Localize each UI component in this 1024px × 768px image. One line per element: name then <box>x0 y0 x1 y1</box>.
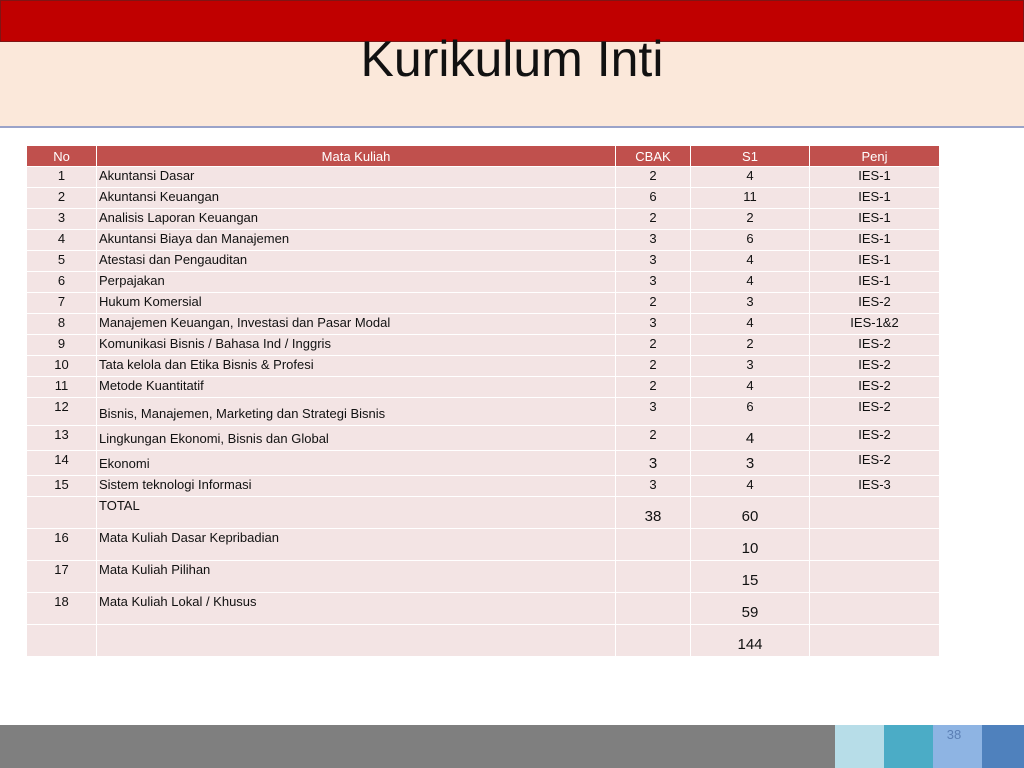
table-total-row <box>27 497 940 529</box>
row-s1: 144 <box>691 625 810 657</box>
row-cbak <box>616 561 691 593</box>
header-penj: Penj <box>810 146 940 167</box>
table-row <box>27 593 940 625</box>
row-cbak: 2 <box>616 377 691 398</box>
table-row <box>27 377 940 398</box>
row-s1: 15 <box>691 561 810 593</box>
page-number: 38 <box>946 727 962 742</box>
row-s1: 4 <box>691 314 810 335</box>
row-no: 6 <box>27 272 97 293</box>
header-s1: S1 <box>691 146 810 167</box>
row-cbak: 2 <box>616 293 691 314</box>
row-no: 14 <box>27 451 97 476</box>
row-s1: 4 <box>691 476 810 497</box>
row-penj: IES-1 <box>810 251 940 272</box>
row-no: 13 <box>27 426 97 451</box>
row-s1: 59 <box>691 593 810 625</box>
table-row <box>27 167 940 188</box>
row-s1: 6 <box>691 230 810 251</box>
row-penj <box>810 561 940 593</box>
row-course: Manajemen Keuangan, Investasi dan Pasar Modal <box>97 314 616 335</box>
row-penj: IES-2 <box>810 398 940 426</box>
row-no: 18 <box>27 593 97 625</box>
row-cbak: 2 <box>616 167 691 188</box>
row-course: Bisnis, Manajemen, Marketing dan Strategi Bisnis <box>97 398 616 426</box>
row-s1: 4 <box>691 251 810 272</box>
row-no <box>27 625 97 657</box>
row-cbak: 2 <box>616 426 691 451</box>
row-no: 3 <box>27 209 97 230</box>
row-course: Akuntansi Biaya dan Manajemen <box>97 230 616 251</box>
row-cbak: 3 <box>616 451 691 476</box>
row-course <box>97 625 616 657</box>
footer-accent-square <box>982 725 1024 768</box>
row-penj <box>810 529 940 561</box>
row-no: 9 <box>27 335 97 356</box>
row-s1: 60 <box>691 497 810 529</box>
row-penj: IES-1 <box>810 230 940 251</box>
row-cbak: 38 <box>616 497 691 529</box>
row-s1: 2 <box>691 209 810 230</box>
header-course: Mata Kuliah <box>97 146 616 167</box>
table-row <box>27 251 940 272</box>
row-penj <box>810 593 940 625</box>
row-course: Akuntansi Keuangan <box>97 188 616 209</box>
row-cbak: 3 <box>616 230 691 251</box>
row-no <box>27 497 97 529</box>
row-cbak: 2 <box>616 356 691 377</box>
row-penj: IES-3 <box>810 476 940 497</box>
row-no: 5 <box>27 251 97 272</box>
table-header-row <box>27 146 940 167</box>
table-row <box>27 335 940 356</box>
row-penj: IES-1 <box>810 272 940 293</box>
row-course: Akuntansi Dasar <box>97 167 616 188</box>
row-penj <box>810 625 940 657</box>
row-s1: 4 <box>691 377 810 398</box>
table-row <box>27 561 940 593</box>
row-course: Komunikasi Bisnis / Bahasa Ind / Inggris <box>97 335 616 356</box>
table-row <box>27 272 940 293</box>
row-course: Analisis Laporan Keuangan <box>97 209 616 230</box>
row-s1: 3 <box>691 356 810 377</box>
footer-accent-square <box>884 725 933 768</box>
row-s1: 3 <box>691 451 810 476</box>
row-no: 17 <box>27 561 97 593</box>
row-cbak <box>616 529 691 561</box>
row-cbak: 3 <box>616 272 691 293</box>
row-s1: 10 <box>691 529 810 561</box>
row-cbak: 6 <box>616 188 691 209</box>
row-cbak: 2 <box>616 335 691 356</box>
row-s1: 4 <box>691 272 810 293</box>
row-course: Mata Kuliah Dasar Kepribadian <box>97 529 616 561</box>
row-course: Mata Kuliah Pilihan <box>97 561 616 593</box>
table-row <box>27 426 940 451</box>
row-penj: IES-1 <box>810 209 940 230</box>
row-no: 12 <box>27 398 97 426</box>
row-course: Ekonomi <box>97 451 616 476</box>
row-s1: 11 <box>691 188 810 209</box>
row-penj <box>810 497 940 529</box>
row-no: 1 <box>27 167 97 188</box>
row-course: Hukum Komersial <box>97 293 616 314</box>
row-no: 2 <box>27 188 97 209</box>
row-penj: IES-2 <box>810 356 940 377</box>
table-row <box>27 293 940 314</box>
row-penj: IES-1&2 <box>810 314 940 335</box>
table-row <box>27 314 940 335</box>
table-row <box>27 451 940 476</box>
row-s1: 4 <box>691 426 810 451</box>
row-penj: IES-2 <box>810 293 940 314</box>
row-no: 15 <box>27 476 97 497</box>
row-penj: IES-2 <box>810 451 940 476</box>
row-cbak: 3 <box>616 398 691 426</box>
row-course: Mata Kuliah Lokal / Khusus <box>97 593 616 625</box>
row-penj: IES-2 <box>810 426 940 451</box>
row-cbak <box>616 625 691 657</box>
table-grand-total-row <box>27 625 940 657</box>
table-row <box>27 209 940 230</box>
row-course: Metode Kuantitatif <box>97 377 616 398</box>
row-cbak: 3 <box>616 251 691 272</box>
row-course: Lingkungan Ekonomi, Bisnis dan Global <box>97 426 616 451</box>
header-cbak: CBAK <box>616 146 691 167</box>
row-course: Sistem teknologi Informasi <box>97 476 616 497</box>
curriculum-table <box>26 145 940 657</box>
row-penj: IES-2 <box>810 335 940 356</box>
table-row <box>27 476 940 497</box>
row-course: Atestasi dan Pengauditan <box>97 251 616 272</box>
row-s1: 4 <box>691 167 810 188</box>
row-no: 10 <box>27 356 97 377</box>
row-s1: 6 <box>691 398 810 426</box>
table-row <box>27 398 940 426</box>
slide-title: Kurikulum Inti <box>360 31 664 87</box>
row-course: TOTAL <box>97 497 616 529</box>
row-no: 16 <box>27 529 97 561</box>
row-cbak: 3 <box>616 476 691 497</box>
header-no: No <box>27 146 97 167</box>
row-penj: IES-1 <box>810 188 940 209</box>
row-s1: 2 <box>691 335 810 356</box>
row-penj: IES-1 <box>810 167 940 188</box>
row-no: 8 <box>27 314 97 335</box>
row-no: 7 <box>27 293 97 314</box>
row-course: Tata kelola dan Etika Bisnis & Profesi <box>97 356 616 377</box>
table-row <box>27 529 940 561</box>
row-cbak: 3 <box>616 314 691 335</box>
row-penj: IES-2 <box>810 377 940 398</box>
row-cbak <box>616 593 691 625</box>
table-row <box>27 230 940 251</box>
row-course: Perpajakan <box>97 272 616 293</box>
table-row <box>27 356 940 377</box>
row-no: 4 <box>27 230 97 251</box>
row-s1: 3 <box>691 293 810 314</box>
footer-accent-square <box>835 725 884 768</box>
table-row <box>27 188 940 209</box>
row-cbak: 2 <box>616 209 691 230</box>
row-no: 11 <box>27 377 97 398</box>
